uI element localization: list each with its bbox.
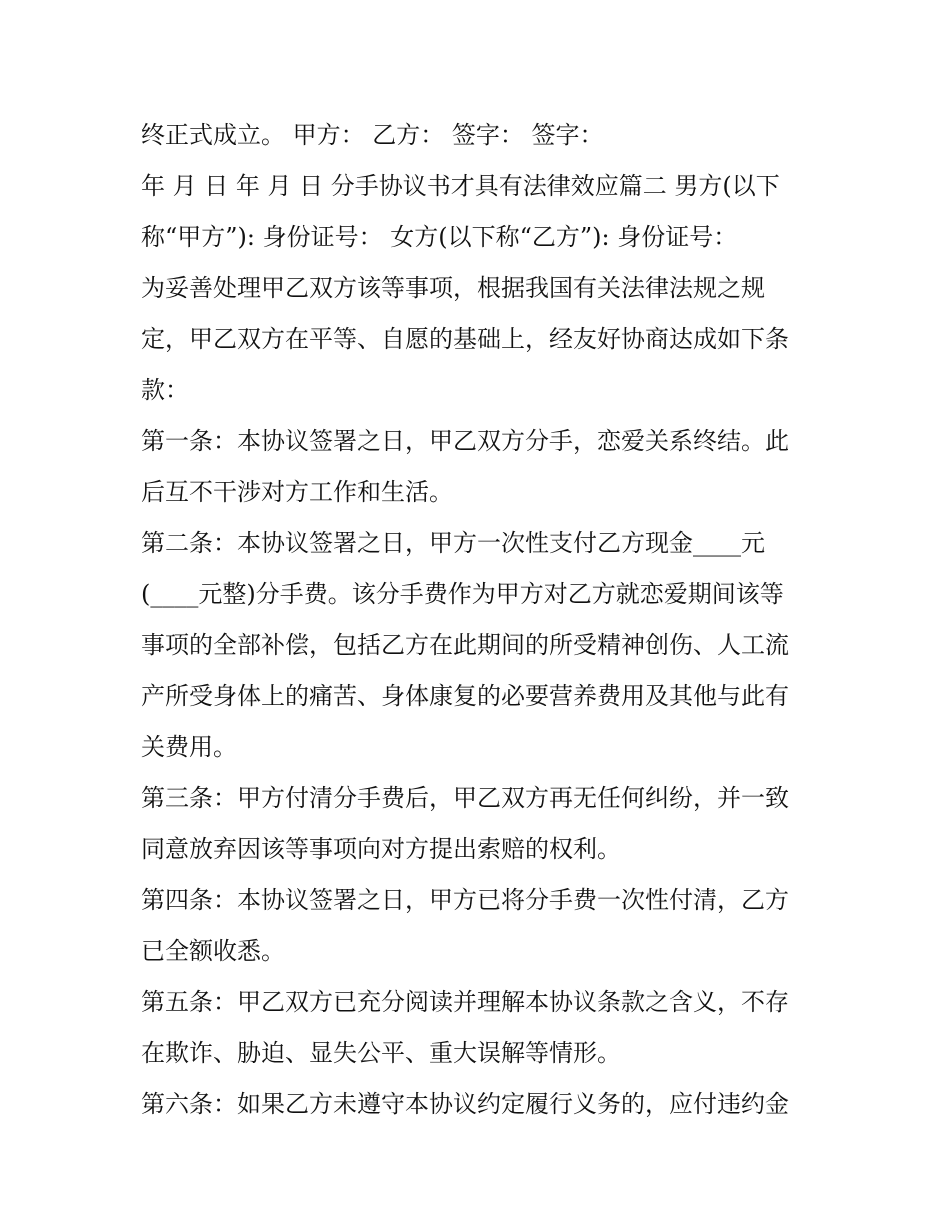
text-line: 产所受身体上的痛苦、身体康复的必要营养费用及其他与此有 — [141, 682, 789, 710]
document-body — [141, 110, 813, 1130]
text-line: 第五条：甲乙双方已充分阅读并理解本协议条款之含义，不存 — [141, 988, 789, 1016]
text-line: 关费用。 — [141, 733, 237, 761]
text-line: 称“甲方”): 身份证号： 女方(以下称“乙方”): 身份证号： — [141, 223, 738, 251]
text-line: 第六条：如果乙方未遵守本协议约定履行义务的，应付违约金 — [141, 1090, 789, 1118]
text-line: 终正式成立。 甲方： 乙方： 签字： 签字： — [141, 121, 604, 149]
text-line: 年 月 日 年 月 日 分手协议书才具有法律效应篇二 男方(以下 — [141, 172, 780, 200]
text-line: 事项的全部补偿，包括乙方在此期间的所受精神创伤、人工流 — [141, 631, 789, 659]
text-line: 在欺诈、胁迫、显失公平、重大误解等情形。 — [141, 1039, 621, 1067]
text-line: 款： — [141, 376, 189, 404]
text-line: 同意放弃因该等事项向对方提出索赔的权利。 — [141, 835, 621, 863]
text-line: 第二条：本协议签署之日，甲方一次性支付乙方现金____元 — [141, 529, 765, 557]
text-line: (____元整)分手费。该分手费作为甲方对乙方就恋爱期间该等 — [141, 580, 784, 608]
text-line: 定，甲乙双方在平等、自愿的基础上，经友好协商达成如下条 — [141, 325, 789, 353]
text-line: 后互不干涉对方工作和生活。 — [141, 478, 453, 506]
text-line: 已全额收悉。 — [141, 937, 285, 965]
text-line: 第一条：本协议签署之日，甲乙双方分手，恋爱关系终结。此 — [141, 427, 789, 455]
text-line: 第三条：甲方付清分手费后，甲乙双方再无任何纠纷，并一致 — [141, 784, 789, 812]
text-line: 第四条：本协议签署之日，甲方已将分手费一次性付清，乙方 — [141, 886, 789, 914]
text-line: 为妥善处理甲乙双方该等事项，根据我国有关法律法规之规 — [141, 274, 765, 302]
